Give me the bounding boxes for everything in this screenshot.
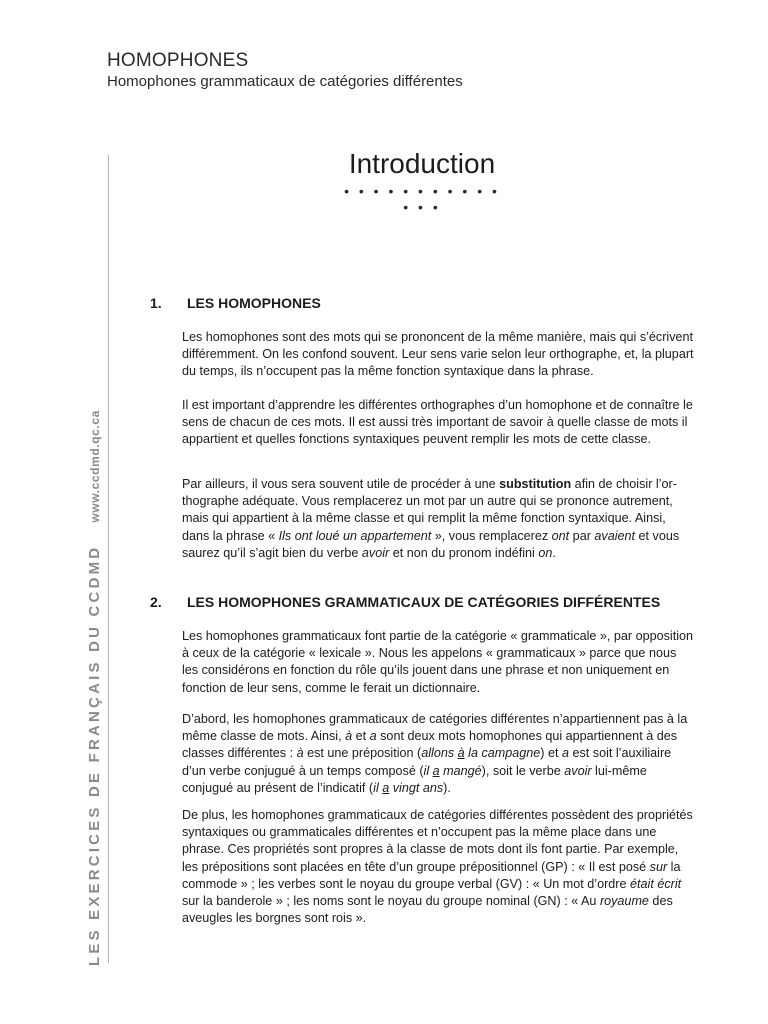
section-heading-2 bbox=[150, 593, 660, 611]
text-run: à bbox=[457, 746, 465, 761]
page-header bbox=[107, 50, 463, 92]
paragraph bbox=[182, 476, 694, 562]
text-run: allons bbox=[421, 746, 458, 761]
text-run: De plus, les homophones grammaticaux de catégories différentes possèdent des propriétés syntaxiques ou grammaticales différentes et n’occupent pas la même place dans une phrase. Ces propriétés sont propres à la classe de mots dont ils font partie. Par exemple, les prépositions sont placées en tête d’un groupe prépositionnel (GP) : « Il est posé bbox=[182, 808, 693, 874]
text-run: . bbox=[552, 545, 556, 560]
paragraph: Les homophones grammaticaux font partie de la catégorie « grammaticale », par opposition à ceux de la catégorie « lexicale ». Nous les appelons « grammaticaux » parce que nous les considérons en fonction du rôle qu’ils jouent dans une phrase et non uniquement en fonction de leur sens, comme le ferait un dictionnaire. bbox=[182, 629, 694, 695]
text-run: il bbox=[373, 780, 383, 795]
text-run: est soit l’auxiliaire d’un verbe conjugué à un temps composé ( bbox=[182, 746, 672, 778]
text-run: à bbox=[296, 746, 304, 761]
text-run: », vous remplacerez bbox=[431, 528, 552, 543]
series-name: LES EXERCICES DE FRANÇAIS DU CCDMD bbox=[86, 544, 103, 966]
text-run: vingt ans bbox=[389, 780, 444, 795]
page-title: Introduction bbox=[348, 148, 496, 179]
text-run: Par ailleurs, il vous sera souvent utile de procéder à une bbox=[182, 477, 500, 491]
text-run: et non du pronom indéfini bbox=[389, 545, 539, 560]
title-dotted-rule: • • • • • • • • • • • • • • bbox=[344, 183, 500, 215]
text-run: des aveugles les borgnes sont rois ». bbox=[182, 894, 673, 926]
text-run: avaient bbox=[594, 528, 636, 543]
text-run: a bbox=[369, 729, 377, 744]
sidebar-divider bbox=[108, 155, 109, 963]
text-run: ), soit le verbe bbox=[481, 763, 565, 778]
text-run: D’abord, les homophones grammaticaux de catégories différentes n’appartiennent pas à la même classe de mots. Ainsi, bbox=[182, 712, 688, 744]
text-run: royaume bbox=[599, 894, 649, 909]
text-run: avoir bbox=[564, 763, 592, 778]
section-title: LES HOMOPHONES bbox=[187, 295, 321, 311]
paragraph bbox=[182, 711, 694, 797]
section-heading-1 bbox=[150, 294, 321, 312]
text-run: est une préposition ( bbox=[303, 746, 422, 761]
text-run: Ils ont loué un appartement bbox=[278, 528, 432, 543]
text-run: ont bbox=[551, 528, 570, 543]
section-number: 1. bbox=[150, 295, 162, 311]
paragraph bbox=[182, 807, 694, 927]
text-run: sur la banderole » ; les noms sont le noyau du groupe nominal (GN) : « Au bbox=[182, 894, 600, 909]
text-run: afin de choisir l’orthographe adéquate. Vous remplacerez un mot par un autre qui se prononce autrement, mais qui appartient à la même classe et qui remplit la même fonction syntaxique. Ainsi, dans la phrase « bbox=[182, 477, 677, 543]
paragraph: Il est important d’apprendre les différentes orthographes d’un homophone et de connaître le sens de chacun de ces mots. Il est aussi très important de savoir à quelle classe de mots il appartient et quelles fonctions syntaxiques peuvent remplir les mots de cette classe. bbox=[182, 398, 693, 447]
section-number: 2. bbox=[150, 594, 162, 610]
text-run: par bbox=[569, 528, 595, 543]
text-run: ). bbox=[443, 780, 451, 795]
header-subtitle: Homophones grammaticaux de catégories différentes bbox=[107, 73, 463, 90]
website-url: www.ccdmd.qc.ca bbox=[88, 410, 102, 523]
text-run: a bbox=[432, 763, 440, 778]
text-run: à bbox=[345, 729, 353, 744]
header-title: HOMOPHONES bbox=[107, 50, 249, 71]
text-run: mangé bbox=[439, 763, 482, 778]
text-run: a bbox=[561, 746, 569, 761]
text-run: sur bbox=[649, 859, 668, 874]
text-run: avoir bbox=[361, 545, 390, 560]
text-run: et bbox=[352, 729, 370, 744]
paragraph: Les homophones sont des mots qui se prononcent de la même manière, mais qui s’écrivent différemment. On les confond souvent. Leur sens varie selon leur orthographe, et, la plupart du temps, ils n’occupent pas la même fonction syntaxique dans la phrase. bbox=[182, 330, 694, 379]
text-run: a bbox=[382, 780, 390, 795]
text-run: substitution bbox=[499, 477, 572, 491]
text-run: il bbox=[423, 763, 433, 778]
text-run: on bbox=[538, 545, 553, 560]
text-run: et vous saurez qu’il s’agit bien du verbe bbox=[182, 528, 680, 560]
text-run: sont deux mots homophones qui appartiennent à des classes différentes : bbox=[182, 729, 677, 761]
text-run: ) et bbox=[540, 746, 562, 761]
section-title: LES HOMOPHONES GRAMMATICAUX DE CATÉGORIES DIFFÉRENTES bbox=[187, 594, 661, 610]
sidebar-vertical-text bbox=[86, 410, 104, 966]
text-run: la commode » ; les verbes sont le noyau du groupe verbal (GV) : « Un mot d’ordre bbox=[182, 859, 681, 891]
text-run: était écrit bbox=[630, 876, 682, 891]
text-run: la campagne bbox=[464, 746, 541, 761]
text-run: lui-même conjugué au présent de l’indicatif ( bbox=[182, 763, 647, 795]
